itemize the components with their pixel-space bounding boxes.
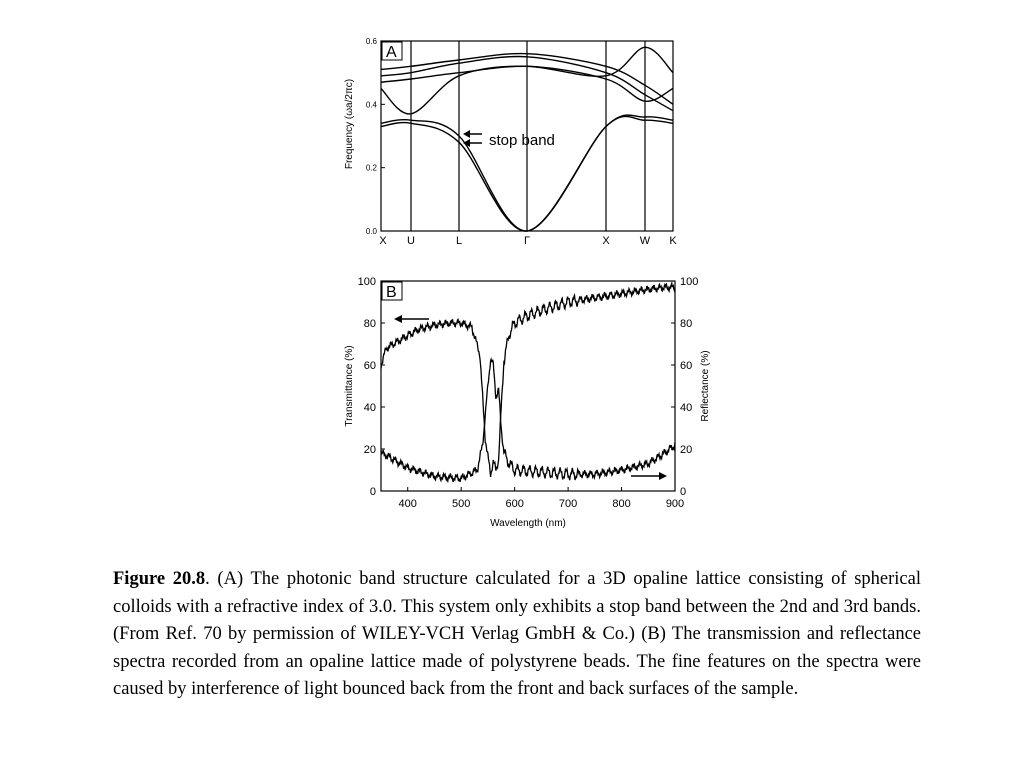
panel-b-y2-tick-label: 60 [680,360,693,372]
panel-b-x-tick-label: 700 [558,498,578,510]
panel-b-x-tick-label: 600 [505,498,524,510]
panel-a-tag: A [386,44,397,61]
panel-b-x-tick-label: 900 [665,498,685,510]
panel-b-y-tick-label: 0 [369,486,376,498]
transmittance-curve [381,283,675,477]
figure-caption [113,566,921,704]
left-pointing-arrowhead [394,315,402,323]
stop-band-arrowhead-upper [463,130,470,138]
panel-a-y-ticks [366,37,385,236]
panel-a-x-tick-label: W [639,235,651,247]
reflectance-curve [381,359,675,482]
panel-a-y-tick-label: 0.4 [365,100,377,110]
panel-b-x-tick-label: 800 [612,498,631,510]
transmittance-axis-arrow [394,315,429,323]
panel-a-x-tick-label: X [602,235,610,247]
panel-b-y2-axis-title: Reflectance (%) [700,350,711,422]
panel-a-x-ticks [379,235,677,247]
panel-a-y-tick-label: 0.0 [365,227,377,236]
panel-b-y-tick-label: 40 [363,402,376,414]
panel-b-y2-tick-label: 20 [680,444,693,456]
right-pointing-arrowhead [659,472,667,480]
figure-caption-label: Figure 20.8 [113,569,206,589]
panel-b-frame [381,281,675,491]
stop-band-label: stop band [489,132,555,149]
panel-a-x-tick-label: Γ [523,235,531,247]
panel-a-y-tick-label: 0.2 [365,163,377,173]
panel-a-x-tick-label: X [379,235,387,247]
panel-b-x-axis-title: Wavelength (nm) [490,518,566,529]
panel-a-x-tick-label: L [455,235,463,247]
panel-b-y2-tick-label: 0 [680,486,687,498]
panel-b-y-axis-title: Transmittance (%) [344,345,355,427]
panel-a-y-axis-title: Frequency (ωa/2πc) [344,78,355,170]
panel-b-x-tick-label: 500 [452,498,471,510]
panel-a-y-tick-label: 0.6 [365,37,377,46]
panel-b-y-tick-label: 100 [357,276,376,288]
panel-b-y2-tick-label: 100 [680,276,699,288]
figure-caption-text: . (A) The photonic band structure calculated for a 3D opaline lattice consisting of spherical colloids with a refractive index of 3.0. This system only exhibits a stop band between the 2nd and 3rd bands. (From Ref. 70 by permission of WILEY-VCH Verlag GmbH & Co.) (B) The transmission and reflectance spectra recorded from an opaline lattice made of polystyrene beads. The fine features on the spectra were caused by interference of light bounced back from the front and back surfaces of the sample. [113,569,921,699]
panel-a-x-tick-label: K [669,235,677,247]
panel-b-x-tick-label: 400 [398,498,417,510]
panel-b-tag: B [386,284,397,301]
reflectance-axis-arrow [631,472,667,480]
panel-b-y-tick-label: 60 [363,360,376,372]
panel-b-y2-tick-label: 40 [680,402,693,414]
panel-a-x-tick-label: U [407,235,415,247]
band-structure-chart [344,37,677,247]
panel-b-y-tick-label: 20 [363,444,376,456]
spectra-chart [344,276,711,529]
stop-band-arrows [463,130,482,147]
panel-b-y2-tick-label: 80 [680,318,693,330]
panel-b-y-tick-label: 80 [363,318,376,330]
spectra-curves [381,283,675,482]
